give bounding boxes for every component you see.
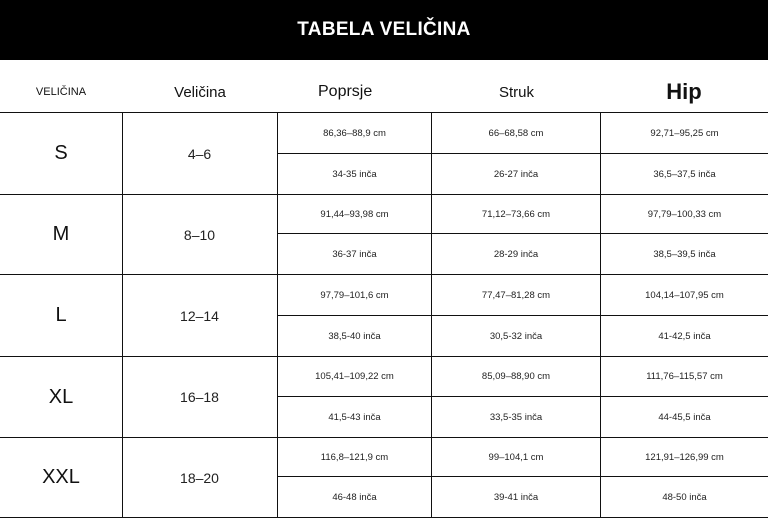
hip-in-xl [601, 397, 768, 437]
size-label: L [55, 304, 67, 326]
waist-cm-l [432, 275, 600, 315]
number-label: 16–18 [180, 389, 219, 405]
header-hip-label: Hip [666, 79, 702, 104]
size-label: M [52, 223, 70, 245]
number-l [122, 275, 277, 356]
hip-cm: 92,71–95,25 cm [650, 127, 719, 139]
hip-cm-xl [601, 357, 768, 396]
waist-in-xl [432, 397, 600, 437]
waist-in-m [432, 234, 600, 274]
bust-cm: 86,36–88,9 cm [323, 127, 386, 139]
waist-cm-m [432, 195, 600, 233]
bust-cm-s [278, 113, 431, 153]
bust-cm: 105,41–109,22 cm [315, 371, 394, 382]
bust-in: 38,5-40 inča [328, 330, 381, 342]
bust-in: 34-35 inča [332, 168, 377, 180]
waist-in-l [432, 316, 600, 356]
hip-in-s [601, 154, 768, 194]
waist-cm: 99–104,1 cm [488, 451, 544, 463]
number-label: 12–14 [180, 307, 219, 324]
bust-in: 41,5-43 inča [328, 411, 381, 423]
size-l [0, 275, 122, 356]
bust-cm-m [278, 195, 431, 233]
hip-in-l [601, 316, 768, 356]
header-bust [278, 72, 431, 112]
hip-cm-l [601, 275, 768, 315]
waist-cm: 85,09–88,90 cm [481, 371, 551, 382]
hip-in: 38,5–39,5 inča [653, 248, 716, 260]
header-size-label: VELIČINA [35, 86, 87, 98]
bust-cm-xxl [278, 438, 431, 476]
waist-cm-xl [432, 357, 600, 396]
waist-cm-s [432, 113, 600, 153]
waist-cm: 71,12–73,66 cm [481, 208, 551, 220]
bust-in-s [278, 154, 431, 194]
header-size [0, 72, 122, 112]
hip-in: 36,5–37,5 inča [653, 168, 716, 180]
hip-cm: 111,76–115,57 cm [646, 371, 723, 382]
size-s [0, 113, 122, 194]
bust-cm: 97,79–101,6 cm [320, 289, 389, 301]
size-m [0, 195, 122, 274]
hip-in-xxl [601, 477, 768, 517]
header-number [122, 72, 278, 112]
bust-in: 36-37 inča [332, 248, 377, 260]
hip-in-m [601, 234, 768, 274]
size-label: XXL [42, 466, 80, 488]
table-bottom-line [0, 517, 768, 518]
number-label: 4–6 [187, 145, 212, 162]
bust-in-l [278, 316, 431, 356]
waist-in-xxl [432, 477, 600, 517]
bust-in: 46-48 inča [332, 491, 377, 503]
header-number-label: Veličina [174, 83, 226, 101]
number-xl [122, 357, 277, 437]
header-bust-label: Poprsje [318, 83, 373, 100]
waist-in: 39-41 inča [493, 491, 539, 503]
waist-cm: 66–68,58 cm [488, 127, 544, 139]
bust-in-xxl [278, 477, 431, 517]
waist-in-s [432, 154, 600, 194]
bust-in-xl [278, 397, 431, 437]
bust-cm: 91,44–93,98 cm [320, 208, 389, 220]
size-label: S [54, 142, 68, 164]
header-hip [600, 72, 768, 112]
size-xxl [0, 438, 122, 517]
hip-in: 41-42,5 inča [658, 330, 711, 342]
number-s [122, 113, 277, 194]
hip-in: 44-45,5 inča [658, 411, 711, 423]
title-banner [0, 0, 768, 60]
waist-in: 33,5-35 inča [489, 411, 543, 423]
hip-cm: 121,91–126,99 cm [645, 451, 724, 463]
bust-cm-l [278, 275, 431, 315]
number-xxl [122, 438, 277, 517]
size-xl [0, 357, 122, 437]
hip-cm-xxl [601, 438, 768, 476]
header-waist-label: Struk [499, 83, 535, 101]
header-waist [431, 72, 600, 112]
number-m [122, 195, 277, 274]
hip-cm-m [601, 195, 768, 233]
number-label: 18–20 [180, 469, 219, 486]
number-label: 8–10 [183, 226, 216, 243]
bust-in-m [278, 234, 431, 274]
hip-cm-s [601, 113, 768, 153]
waist-in: 26-27 inča [493, 168, 539, 180]
waist-in: 28-29 inča [493, 248, 539, 260]
waist-cm-xxl [432, 438, 600, 476]
hip-cm: 104,14–107,95 cm [645, 289, 724, 301]
hip-cm: 97,79–100,33 cm [647, 208, 722, 220]
chart-title: TABELA VELIČINA [297, 19, 471, 40]
size-label: XL [48, 385, 74, 408]
waist-in: 30,5-32 inča [489, 330, 543, 342]
bust-cm: 116,8–121,9 cm [320, 451, 389, 463]
bust-cm-xl [278, 357, 431, 396]
hip-in: 48-50 inča [662, 491, 707, 503]
waist-cm: 77,47–81,28 cm [481, 289, 551, 301]
